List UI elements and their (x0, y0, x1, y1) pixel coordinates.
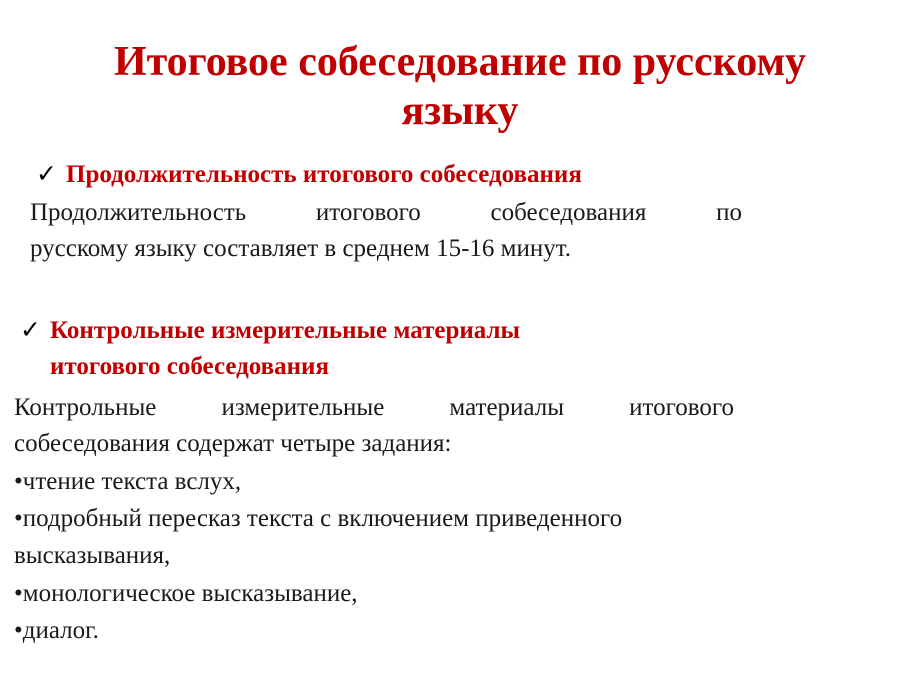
word: собеседования (490, 199, 647, 226)
task-item: •монологическое высказывание, (14, 580, 358, 607)
duration-text-line-2: русскому языку составляет в среднем 15-16 минут. (30, 235, 572, 262)
duration-text-line-1 (30, 195, 742, 231)
section-heading-kim (50, 313, 520, 385)
word: по (716, 199, 742, 226)
word: измерительные (221, 394, 385, 421)
checkmark-icon: ✓ (20, 317, 41, 344)
title-line-1: Итоговое собеседование по русскому (113, 39, 807, 85)
kim-text-line-2: собеседования содержат четыре задания: (14, 430, 452, 457)
word: итогового (629, 394, 734, 421)
title-line-2: языку (401, 88, 519, 134)
word: Продолжительность (30, 199, 247, 226)
section-heading-duration: Продолжительность итогового собеседования (66, 161, 582, 188)
task-item: •диалог. (14, 617, 99, 644)
word: материалы (449, 394, 565, 421)
task-item: •подробный пересказ текста с включением приведенного (14, 505, 623, 532)
word: итогового (315, 199, 421, 226)
checkmark-icon: ✓ (36, 161, 57, 188)
task-item: •чтение текста вслух, (14, 468, 242, 495)
kim-text-line-1 (14, 390, 734, 426)
heading-line-1: Контрольные измерительные материалы (50, 317, 521, 344)
task-item-continuation: высказывания, (14, 542, 171, 569)
heading-line-2: итогового собеседования (50, 353, 329, 380)
word: Контрольные (14, 394, 157, 421)
slide-title (0, 38, 920, 136)
